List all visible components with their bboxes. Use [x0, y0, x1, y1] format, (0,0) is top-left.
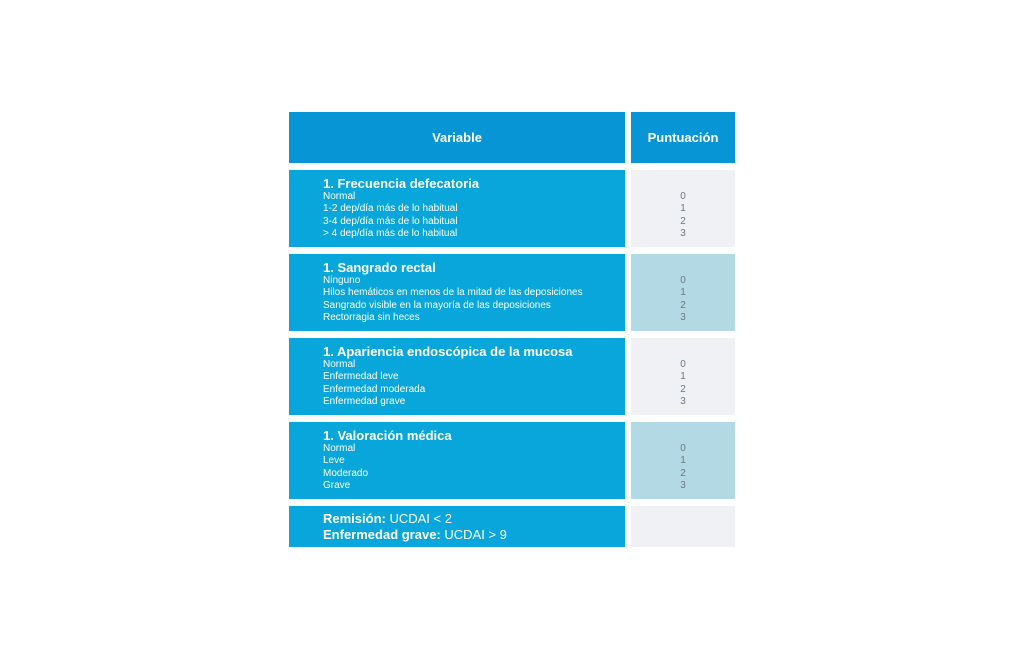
- header-score: Puntuación: [631, 112, 735, 163]
- section-item: Normal: [323, 359, 356, 370]
- summary-score-cell: [631, 506, 735, 547]
- section-physician-assessment: [289, 422, 735, 499]
- score-value: 1: [680, 287, 686, 299]
- section-scores: [631, 422, 735, 499]
- section-title: 1. Sangrado rectal: [323, 260, 436, 275]
- section-variables: [289, 170, 625, 247]
- section-item: Hilos hemáticos en menos de la mitad de las deposiciones: [323, 287, 583, 299]
- summary-row: [289, 506, 735, 547]
- severe-line: [323, 527, 625, 543]
- summary-text: [289, 506, 625, 547]
- section-endoscopic-appearance: [289, 338, 735, 415]
- section-title: 1. Frecuencia defecatoria: [323, 176, 480, 191]
- score-value: 3: [680, 480, 686, 492]
- score-value: 2: [680, 299, 686, 311]
- ucdai-table: [289, 112, 735, 554]
- severe-label: Enfermedad grave:: [323, 527, 441, 542]
- table-header: [289, 112, 735, 163]
- score-value: 2: [680, 467, 686, 479]
- section-scores: [631, 254, 735, 331]
- score-value: 0: [680, 191, 686, 202]
- section-item: Normal: [323, 443, 356, 454]
- remission-line: [323, 511, 625, 527]
- score-value: 0: [680, 443, 686, 454]
- score-value: 3: [680, 312, 686, 324]
- header-variable: Variable: [289, 112, 625, 163]
- severe-value: UCDAI > 9: [440, 527, 507, 542]
- section-item: Rectorragia sin heces: [323, 312, 420, 324]
- section-item: Leve: [323, 455, 345, 467]
- section-rectal-bleeding: [289, 254, 735, 331]
- section-scores: [631, 338, 735, 415]
- section-item: 1-2 dep/día más de lo habitual: [323, 203, 458, 215]
- section-variables: [289, 254, 625, 331]
- score-value: 1: [680, 455, 686, 467]
- score-value: 0: [680, 359, 686, 370]
- section-item: Normal: [323, 191, 356, 202]
- section-item: Enfermedad moderada: [323, 383, 426, 395]
- section-item: Ninguno: [323, 275, 361, 286]
- remission-value: UCDAI < 2: [385, 511, 452, 526]
- section-stool-frequency: [289, 170, 735, 247]
- score-value: 1: [680, 203, 686, 215]
- section-item: Moderado: [323, 467, 369, 479]
- section-item: Sangrado visible en la mayoría de las deposiciones: [323, 299, 551, 311]
- section-variables: [289, 338, 625, 415]
- section-title: 1. Valoración médica: [323, 428, 452, 443]
- section-title: 1. Apariencia endoscópica de la mucosa: [323, 344, 573, 359]
- section-variables: [289, 422, 625, 499]
- section-item: 3-4 dep/día más de lo habitual: [323, 215, 458, 227]
- score-value: 3: [680, 228, 686, 240]
- score-value: 2: [680, 383, 686, 395]
- score-value: 3: [680, 396, 686, 408]
- section-item: Grave: [323, 480, 351, 492]
- score-value: 1: [680, 371, 686, 383]
- score-value: 0: [680, 275, 686, 286]
- section-item: > 4 dep/día más de lo habitual: [323, 228, 458, 240]
- section-item: Enfermedad grave: [323, 396, 406, 408]
- score-value: 2: [680, 215, 686, 227]
- section-item: Enfermedad leve: [323, 371, 399, 383]
- remission-label: Remisión:: [323, 511, 386, 526]
- section-scores: [631, 170, 735, 247]
